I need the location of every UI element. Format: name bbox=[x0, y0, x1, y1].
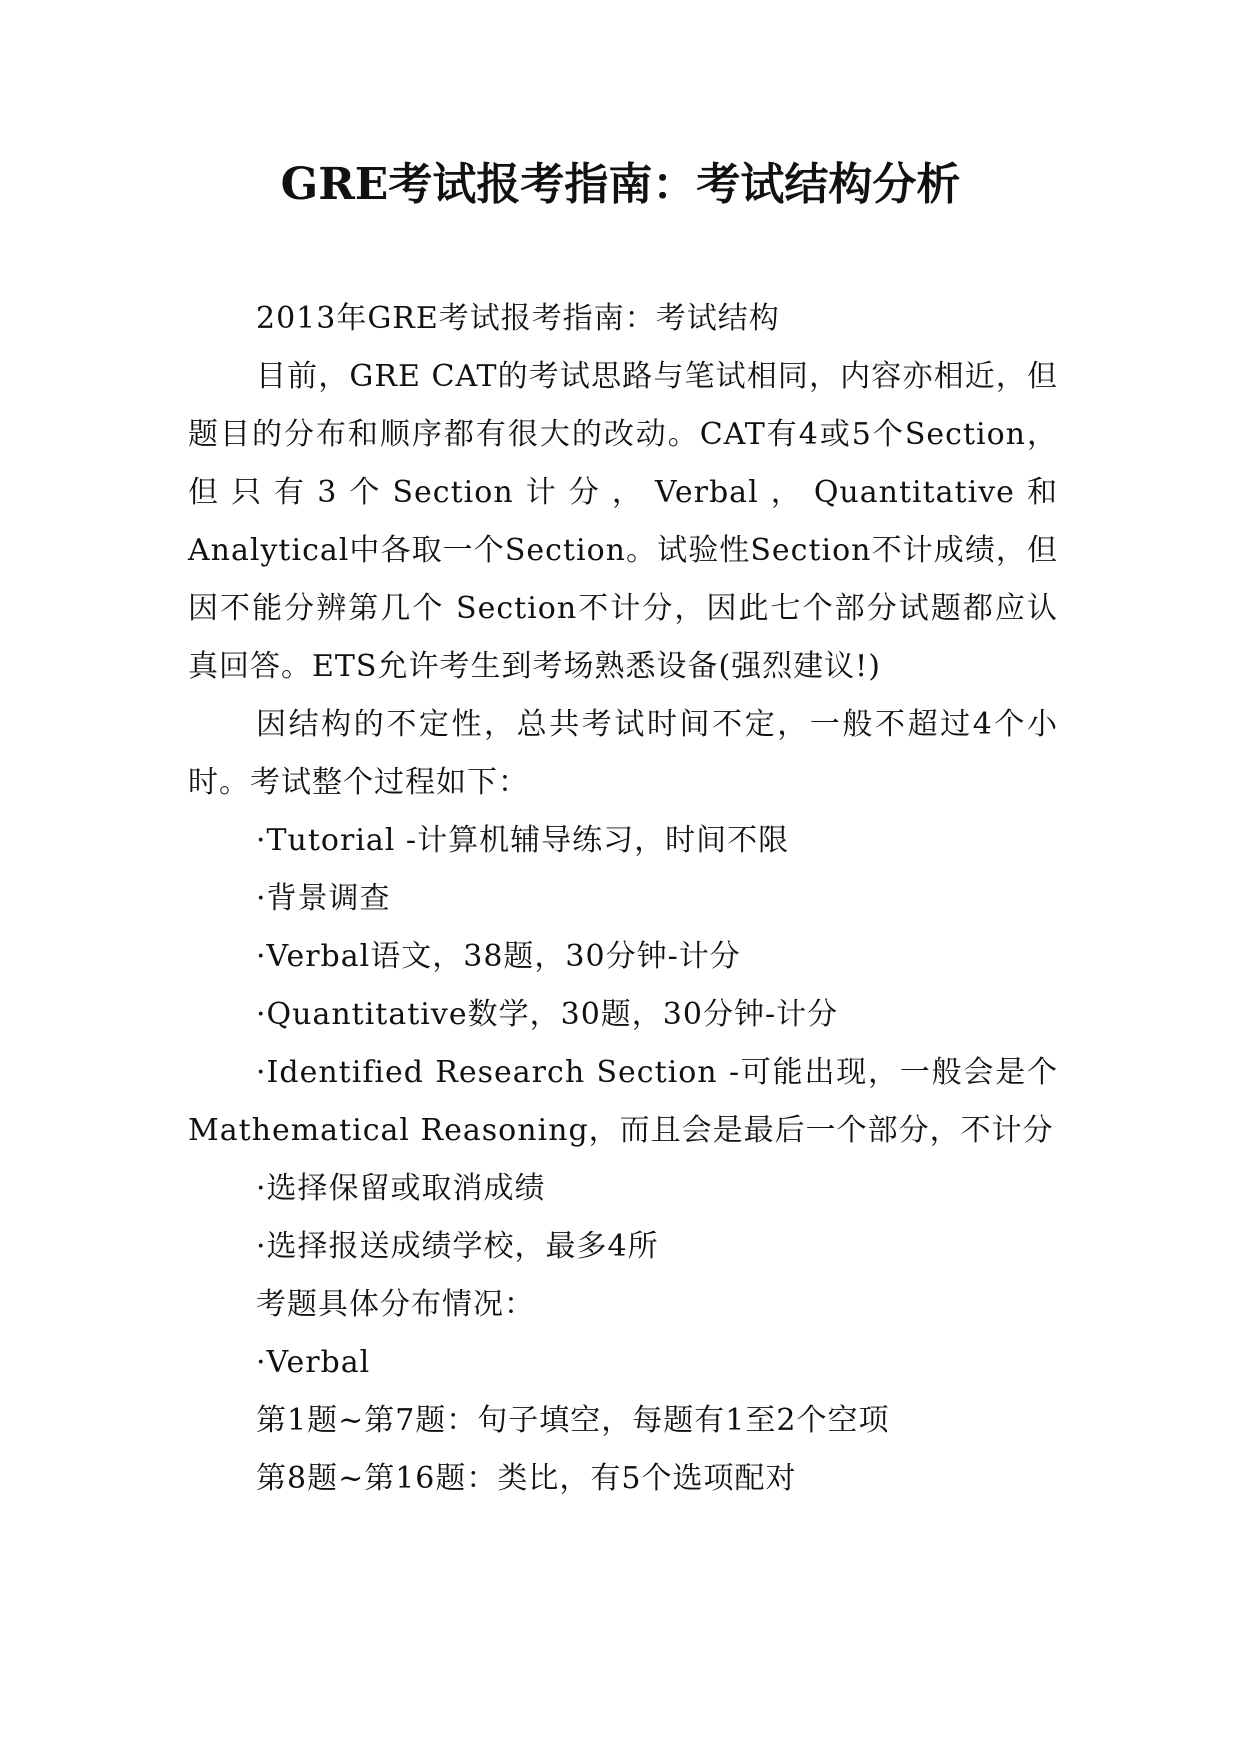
list-item-verbal: ·Verbal语文，38题，30分钟-计分 bbox=[256, 939, 741, 974]
list-item-score-send: ·选择报送成绩学校，最多4所 bbox=[256, 1229, 659, 1264]
paragraph-questions-8-16: 第8题~第16题：类比，有5个选项配对 bbox=[256, 1461, 797, 1496]
list-item-verbal-heading: ·Verbal bbox=[256, 1345, 371, 1380]
list-item-tutorial: ·Tutorial -计算机辅导练习，时间不限 bbox=[256, 823, 790, 858]
list-item-quantitative: ·Quantitative数学，30题，30分钟-计分 bbox=[256, 997, 839, 1032]
paragraph-subtitle: 2013年GRE考试报考指南：考试结构 bbox=[256, 301, 780, 336]
paragraph-intro: 目前，GRE CAT的考试思路与笔试相同，内容亦相近，但题目的分布和顺序都有很大的改动。CAT有4或5个Section，但只有3个Section计分，Verbal，Quantitative和Analytical中各取一个Section。试验性Section不计成绩，但因不能分辨第几个 Section不计分，因此七个部分试题都应认真回答。ETS允许考生到考场熟悉设备(强烈建议!) bbox=[188, 359, 1058, 684]
document-body bbox=[188, 290, 1058, 1508]
list-item-background: ·背景调查 bbox=[256, 881, 391, 916]
paragraph-distribution-heading: 考题具体分布情况： bbox=[256, 1287, 535, 1322]
paragraph-questions-1-7: 第1题~第7题：句子填空，每题有1至2个空项 bbox=[256, 1403, 890, 1438]
document-title: GRE考试报考指南：考试结构分析 bbox=[280, 159, 961, 210]
list-item-research-section: ·Identified Research Section -可能出现，一般会是个Mathematical Reasoning，而且会是最后一个部分，不计分 bbox=[188, 1055, 1058, 1148]
paragraph-process-intro: 因结构的不定性，总共考试时间不定，一般不超过4个小时。考试整个过程如下： bbox=[188, 707, 1058, 800]
list-item-score-choice: ·选择保留或取消成绩 bbox=[256, 1171, 546, 1206]
